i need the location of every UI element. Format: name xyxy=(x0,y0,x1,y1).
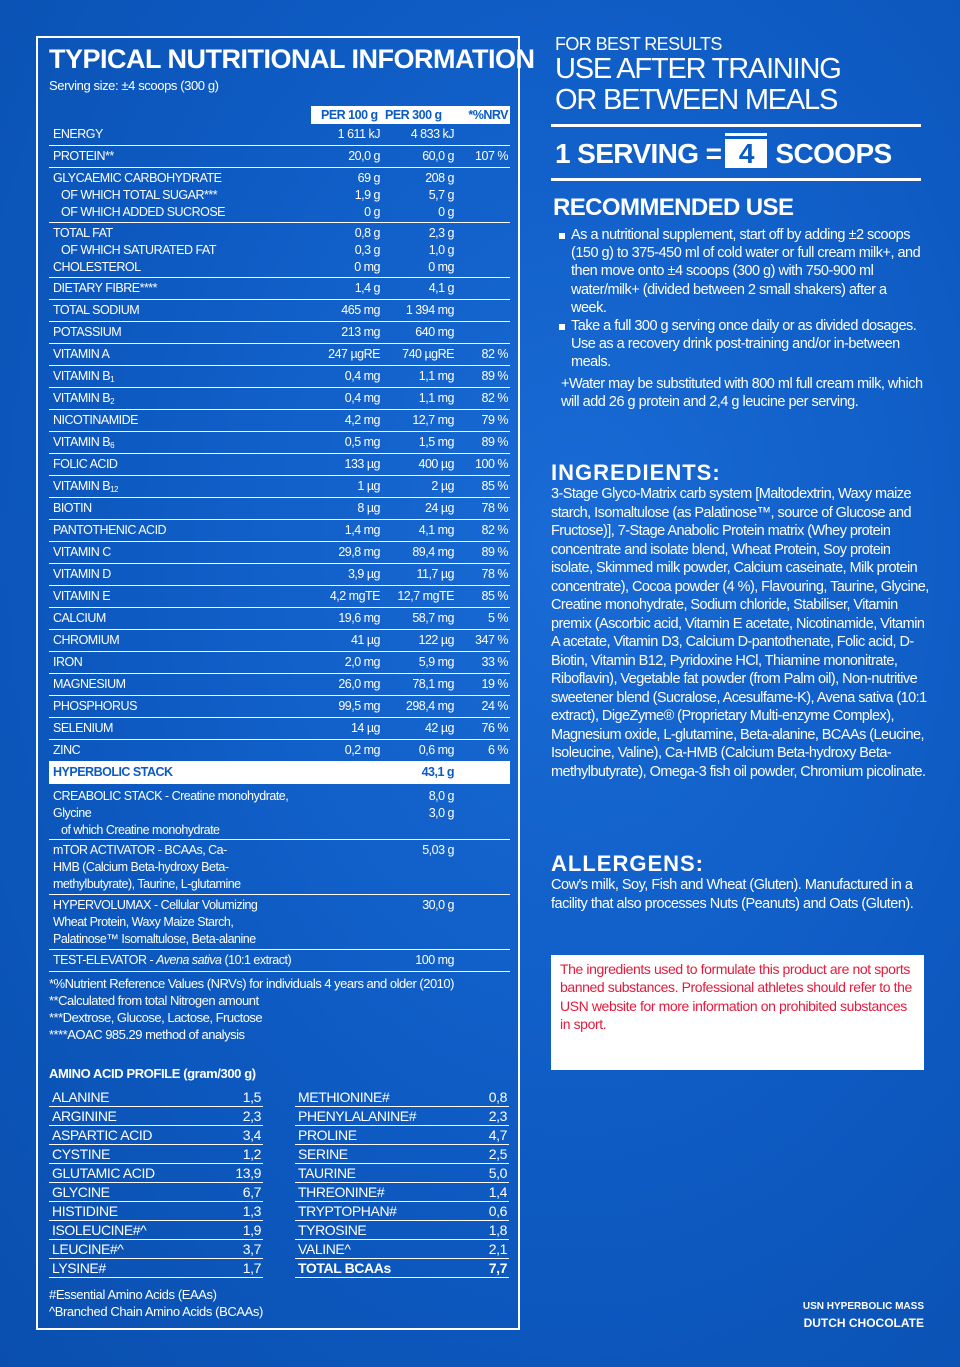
amino-value: 1,3 xyxy=(242,1203,261,1219)
nutrient-name: CALCIUM xyxy=(53,611,106,625)
mtor-line-2: HMB (Calcium Beta-hydroxy Beta- xyxy=(53,860,229,874)
mtor-line-3: methylbutyrate), Taurine, L-glutamine xyxy=(53,877,241,891)
ingredients-text: 3-Stage Glyco-Matrix carb system [Maltodextrin, Waxy maize starch, Isomaltulose (as Palatinose™, source of Glucose and Fructose)], 7-Stage Anabolic Protein matrix (Whey protein concentrate and isolate blend, Wheat Protein, Soy protein isolate, Skimmed milk powder, Calcium caseinate, Milk protein concentrate), Cocoa powder (4 %), Flavouring, Taurine, Glycine, Creatine monohydrate, Sodium chloride, Stabiliser, Vitamin premix (Ascorbic acid, Vitamin E acetate, Nicotinamide, Vitamin A acetate, Vitamin D3, Calcium D-pantothenate, Folic acid, D-Biotin, Vitamin B12, Pyridoxine HCl, Thiamine mononitrate, Riboflavin), Vegetable fat powder (from Palm oil), Non-nutritive sweetener blend (Sucralose, Acesulfame-K), Avena sativa (10:1 extract), DigeZyme® (Proprietary Multi-enzyme Complex), Magnesium oxide, L-glutamine, Beta-alanine, BCAAs (Leucine, Isoleucine, Valine), Ca-HMB (Calcium Beta-hydroxy Beta-methylbutyrate), Omega-3 fish oil powder, Chromium picolinate. xyxy=(551,486,929,780)
nutrient-row xyxy=(49,432,510,454)
nutrient-row xyxy=(49,520,510,542)
amino-value: 2,3 xyxy=(242,1108,261,1124)
nutrient-per100: 0,8 g xyxy=(354,226,380,240)
nutrient-row xyxy=(49,498,510,520)
amino-name: VALINE^ xyxy=(298,1241,351,1257)
nutrient-per100: 0 mg xyxy=(354,260,380,274)
test-elevator-value: 100 mg xyxy=(415,953,454,967)
recommended-use-title: RECOMMENDED USE xyxy=(553,194,794,221)
nutrient-nrv: 85 % xyxy=(481,589,508,603)
nutrient-per300: 0 g xyxy=(438,205,454,219)
creabolic-value-2: 3,0 g xyxy=(428,806,454,820)
mtor-value: 5,03 g xyxy=(422,843,454,857)
nutrient-per100: 1 µg xyxy=(357,479,380,493)
nutrient-name: OF WHICH ADDED SUCROSE xyxy=(61,205,226,219)
nutrient-per100: 133 µg xyxy=(344,457,380,471)
nutrient-per300: 60,0 g xyxy=(422,149,454,163)
header-per300: PER 300 g xyxy=(385,108,442,122)
nutrient-per100: 41 µg xyxy=(350,633,380,647)
nutrient-name: CHOLESTEROL xyxy=(53,260,141,274)
nutrient-per100: 0,4 mg xyxy=(344,391,380,405)
nutrient-name: POTASSIUM xyxy=(53,325,122,339)
nutrient-row xyxy=(49,344,510,366)
amino-name: ARGININE xyxy=(52,1108,117,1124)
nutrient-name: OF WHICH SATURATED FAT xyxy=(61,243,216,257)
nutrition-title: TYPICAL NUTRITIONAL INFORMATION xyxy=(49,44,535,74)
nutrient-per300: 4 833 kJ xyxy=(410,127,454,141)
nutrient-row xyxy=(49,718,510,740)
amino-name: TOTAL BCAAs xyxy=(298,1260,391,1276)
recommendation-text: Take a full 300 g serving once daily or as divided dosages. Use as a recovery drink post-training and/or in-between meals. xyxy=(571,318,917,371)
hyper-line-1: HYPERVOLUMAX - Cellular Volumizing xyxy=(53,898,258,912)
nutrient-nrv: 79 % xyxy=(481,413,508,427)
bullet-icon xyxy=(559,324,565,330)
amino-row xyxy=(295,1183,509,1202)
nutrient-nrv: 78 % xyxy=(481,501,508,515)
nutrient-name: VITAMIN E xyxy=(53,589,111,603)
amino-name: CYSTINE xyxy=(52,1146,110,1162)
nutrient-name: ENERGY xyxy=(53,127,103,141)
amino-row xyxy=(49,1126,263,1145)
nutrient-name: MAGNESIUM xyxy=(53,677,126,691)
nutrient-nrv: 82 % xyxy=(481,347,508,361)
amino-value: 0,8 xyxy=(488,1089,507,1105)
nutrient-nrv: 82 % xyxy=(481,391,508,405)
nutrient-row xyxy=(49,168,510,223)
product-flavour: DUTCH CHOCOLATE xyxy=(803,1316,924,1330)
amino-row xyxy=(49,1164,263,1183)
nutrient-per300: 4,1 mg xyxy=(418,523,454,537)
amino-name: THREONINE# xyxy=(298,1184,385,1200)
nutrient-nrv: 89 % xyxy=(481,435,508,449)
amino-row xyxy=(49,1107,263,1126)
amino-row xyxy=(49,1088,263,1107)
amino-name: LEUCINE#^ xyxy=(52,1241,124,1257)
nutrient-name: VITAMIN $B_2$ xyxy=(53,391,115,406)
use-line-2: OR BETWEEN MEALS xyxy=(555,84,838,116)
nutrient-per300: 4,1 g xyxy=(428,281,454,295)
amino-row xyxy=(295,1240,509,1259)
nutrient-nrv: 6 % xyxy=(487,743,508,757)
amino-value: 13,9 xyxy=(235,1165,261,1181)
amino-value: 6,7 xyxy=(242,1184,261,1200)
nutrient-row xyxy=(49,652,510,674)
stack-total: 43,1 g xyxy=(421,765,454,779)
subscript: 2 xyxy=(110,397,115,406)
nutrition-footnotes xyxy=(49,975,454,1043)
amino-footnotes xyxy=(49,1286,263,1320)
ingredients-title: INGREDIENTS: xyxy=(551,460,721,485)
header-nrv: *%NRV xyxy=(468,108,508,122)
amino-name: ISOLEUCINE#^ xyxy=(52,1222,147,1238)
nutrient-name: VITAMIN D xyxy=(53,567,111,581)
nutrient-per300: 122 µg xyxy=(418,633,454,647)
nutrient-per300: 208 g xyxy=(425,171,454,185)
footnote-sugar: ***Dextrose, Glucose, Lactose, Fructose xyxy=(49,1010,263,1025)
creabolic-line-1: CREABOLIC STACK - Creatine monohydrate, xyxy=(53,789,289,803)
amino-name: ALANINE xyxy=(52,1089,110,1105)
nutrient-row xyxy=(49,300,510,322)
amino-row xyxy=(49,1145,263,1164)
amino-value: 1,4 xyxy=(488,1184,507,1200)
nutrient-per100: 4,2 mg xyxy=(344,413,380,427)
stack-title: HYPERBOLIC STACK xyxy=(53,765,173,779)
product-name: USN HYPERBOLIC MASS xyxy=(802,1301,924,1312)
recommendation-text: As a nutritional supplement, start off by adding ±2 scoops (150 g) to 375-450 ml of cold water or full cream milk+, and then move onto ±4 scoops (300 g) with 750-900 ml water/milk+ (divided between 2 small shakers) after a week. xyxy=(571,227,921,316)
amino-title: AMINO ACID PROFILE (gram/300 g) xyxy=(49,1066,256,1081)
nutrient-row xyxy=(49,608,510,630)
nutrient-per100: 20,0 g xyxy=(348,149,380,163)
divider xyxy=(551,124,921,127)
nutrient-row xyxy=(49,696,510,718)
nutrient-name: ZINC xyxy=(53,743,81,757)
nutrient-per300: 58,7 mg xyxy=(412,611,454,625)
nutrient-nrv: 89 % xyxy=(481,369,508,383)
nutrient-per100: 1,9 g xyxy=(354,188,380,202)
amino-row xyxy=(49,1202,263,1221)
nutrient-per300: 1,1 mg xyxy=(418,369,454,383)
nutrient-per100: 247 µgRE xyxy=(328,347,380,361)
amino-value: 1,9 xyxy=(242,1222,261,1238)
amino-value: 2,1 xyxy=(488,1241,507,1257)
creabolic-value-1: 8,0 g xyxy=(428,789,454,803)
recommended-use-body xyxy=(553,226,925,411)
serving-label: 1 SERVING = xyxy=(555,138,722,169)
amino-row xyxy=(295,1202,509,1221)
nutrient-row xyxy=(49,388,510,410)
nutrient-name: NICOTINAMIDE xyxy=(53,413,138,427)
nutrient-name: PHOSPHORUS xyxy=(53,699,137,713)
nutrient-row xyxy=(49,278,510,300)
nutrient-nrv: 5 % xyxy=(487,611,508,625)
scoop-count-badge: 4 xyxy=(725,136,767,168)
nutrient-per100: 2,0 mg xyxy=(344,655,380,669)
nutrition-table xyxy=(49,106,510,972)
nutrient-name: TOTAL SODIUM xyxy=(53,303,140,317)
best-results-label: FOR BEST RESULTS xyxy=(555,34,722,54)
nutrient-per300: 42 µg xyxy=(424,721,454,735)
subscript: 1 xyxy=(110,375,115,384)
amino-name: SERINE xyxy=(298,1146,348,1162)
nutrient-per100: 19,6 mg xyxy=(338,611,380,625)
amino-row xyxy=(49,1183,263,1202)
stack-row-mtor xyxy=(49,840,510,895)
nutrient-name: DIETARY FIBRE**** xyxy=(53,281,158,295)
amino-name: METHIONINE# xyxy=(298,1089,390,1105)
nutrient-row xyxy=(49,146,510,168)
amino-name: TAURINE xyxy=(298,1165,356,1181)
creabolic-line-2: Glycine xyxy=(53,806,92,820)
serving-size: Serving size: ±4 scoops (300 g) xyxy=(49,78,219,93)
nutrient-name: VITAMIN $B_{12}$ xyxy=(53,479,118,494)
amino-name: PHENYLALANINE# xyxy=(298,1108,417,1124)
test-elevator-label: TEST-ELEVATOR - Avena sativa (10:1 extract) xyxy=(53,953,292,967)
nutrient-per300: 298,4 mg xyxy=(405,699,454,713)
subscript: 12 xyxy=(110,485,118,494)
nutrient-row xyxy=(49,674,510,696)
nutrient-nrv: 82 % xyxy=(481,523,508,537)
mtor-line-1: mTOR ACTIVATOR - BCAAs, Ca- xyxy=(53,843,227,857)
nutrient-per300: 24 µg xyxy=(424,501,454,515)
nutrient-name: IRON xyxy=(53,655,83,669)
nutrient-per100: 0,4 mg xyxy=(344,369,380,383)
nutrient-name: GLYCAEMIC CARBOHYDRATE xyxy=(53,171,222,185)
nutrition-panel xyxy=(36,36,535,1330)
amino-row xyxy=(49,1221,263,1240)
amino-row xyxy=(295,1107,509,1126)
hyper-line-3: Palatinose™ Isomaltulose, Beta-alanine xyxy=(53,932,256,946)
recommendation-item xyxy=(555,226,925,317)
amino-value: 5,0 xyxy=(488,1165,507,1181)
nutrient-per300: 12,7 mg xyxy=(412,413,454,427)
nutrient-nrv: 24 % xyxy=(481,699,508,713)
amino-value: 4,7 xyxy=(488,1127,507,1143)
amino-value: 1,2 xyxy=(242,1146,261,1162)
nutrient-row xyxy=(49,630,510,652)
nutrient-name: VITAMIN C xyxy=(53,545,111,559)
nutrient-per100: 1,4 g xyxy=(354,281,380,295)
nutrient-name: OF WHICH TOTAL SUGAR*** xyxy=(61,188,218,202)
amino-row xyxy=(295,1259,509,1278)
nutrient-per100: 8 µg xyxy=(357,501,380,515)
nutrient-name: VITAMIN A xyxy=(53,347,110,361)
nutrient-per300: 1,0 g xyxy=(428,243,454,257)
nutrient-per100: 14 µg xyxy=(350,721,380,735)
nutrient-name: CHROMIUM xyxy=(53,633,120,647)
nutrient-per100: 4,2 mgTE xyxy=(329,589,380,603)
amino-name: TRYPTOPHAN# xyxy=(298,1203,397,1219)
nutrient-nrv: 76 % xyxy=(481,721,508,735)
product-brand xyxy=(803,1300,924,1332)
stack-header-row xyxy=(49,762,510,784)
creabolic-line-3: of which Creatine monohydrate xyxy=(61,823,220,837)
nutrient-per300: 740 µgRE xyxy=(402,347,454,361)
nutrient-name: PROTEIN** xyxy=(53,149,114,163)
nutrient-per300: 2 µg xyxy=(431,479,454,493)
nutrient-per100: 1,4 mg xyxy=(344,523,380,537)
nutrient-name: SELENIUM xyxy=(53,721,113,735)
nutrient-per100: 1 611 kJ xyxy=(337,127,380,141)
amino-value: 1,5 xyxy=(242,1089,261,1105)
nutrient-per300: 11,7 µg xyxy=(416,567,454,581)
stack-row-hypervolumax xyxy=(49,895,510,950)
amino-value: 2,5 xyxy=(488,1146,507,1162)
nutrient-per100: 29,8 mg xyxy=(338,545,380,559)
bullet-icon xyxy=(559,233,565,239)
nutrient-nrv: 107 % xyxy=(475,149,508,163)
nutrient-per100: 26,0 mg xyxy=(338,677,380,691)
allergens-title: ALLERGENS: xyxy=(551,851,704,876)
nutrient-name: BIOTIN xyxy=(53,501,92,515)
amino-row xyxy=(295,1164,509,1183)
nutrient-name: FOLIC ACID xyxy=(53,457,118,471)
nutrient-row xyxy=(49,740,510,762)
amino-name: PROLINE xyxy=(298,1127,357,1143)
nutrient-name: PANTOTHENIC ACID xyxy=(53,523,167,537)
nutrient-per100: 465 mg xyxy=(341,303,380,317)
nutrient-row xyxy=(49,322,510,344)
header-per100: PER 100 g xyxy=(321,108,378,122)
nutrient-per100: 99,5 mg xyxy=(338,699,380,713)
amino-table-left xyxy=(49,1088,263,1278)
nutrient-row xyxy=(49,454,510,476)
nutrient-per100: 0,2 mg xyxy=(344,743,380,757)
amino-name: GLYCINE xyxy=(52,1184,110,1200)
nutrient-row xyxy=(49,223,510,278)
subscript: 6 xyxy=(110,441,115,450)
use-line-1: USE AFTER TRAINING xyxy=(555,53,841,85)
hyper-line-2: Wheat Protein, Waxy Maize Starch, xyxy=(53,915,234,929)
nutrient-nrv: 85 % xyxy=(481,479,508,493)
nutrient-per300: 0 mg xyxy=(428,260,454,274)
nutrient-nrv: 33 % xyxy=(481,655,508,669)
amino-row xyxy=(49,1240,263,1259)
footnote-fibre: ****AOAC 985.29 method of analysis xyxy=(49,1027,245,1042)
stack-row-test-elevator xyxy=(49,950,510,972)
nutrient-per300: 0,6 mg xyxy=(418,743,454,757)
amino-value: 3,7 xyxy=(242,1241,261,1257)
scoops-label: SCOOPS xyxy=(775,138,892,169)
footnote-eaa: #Essential Amino Acids (EAAs) xyxy=(49,1287,217,1302)
footnote-protein: **Calculated from total Nitrogen amount xyxy=(49,993,259,1008)
use-heading xyxy=(555,54,841,116)
nutrient-nrv: 347 % xyxy=(475,633,508,647)
amino-row xyxy=(295,1126,509,1145)
nutrient-nrv: 100 % xyxy=(475,457,508,471)
footnote-nrv: *%Nutrient Reference Values (NRVs) for individuals 4 years and older (2010) xyxy=(49,976,454,991)
amino-value: 1,8 xyxy=(488,1222,507,1238)
amino-name: HISTIDINE xyxy=(52,1203,118,1219)
hyper-value: 30,0 g xyxy=(422,898,454,912)
nutrient-per300: 2,3 g xyxy=(428,226,454,240)
nutrient-per300: 5,9 mg xyxy=(418,655,454,669)
nutrient-per300: 640 mg xyxy=(415,325,454,339)
nutrient-nrv: 89 % xyxy=(481,545,508,559)
nutrient-rows xyxy=(49,124,510,762)
nutrient-per100: 0,3 g xyxy=(354,243,380,257)
hyperbolic-stack xyxy=(49,762,510,972)
nutrition-table-header xyxy=(311,106,510,124)
amino-value: 3,4 xyxy=(242,1127,261,1143)
nutrient-row xyxy=(49,542,510,564)
divider xyxy=(551,178,921,181)
nutrient-per300: 1 394 mg xyxy=(405,303,454,317)
amino-value: 7,7 xyxy=(488,1260,507,1276)
nutrient-row xyxy=(49,564,510,586)
nutrient-per300: 5,7 g xyxy=(428,188,454,202)
amino-row xyxy=(295,1145,509,1164)
nutrient-name: VITAMIN $B_6$ xyxy=(53,435,115,450)
nutrient-row xyxy=(49,476,510,498)
amino-name: ASPARTIC ACID xyxy=(52,1127,153,1143)
nutrient-per100: 0 g xyxy=(364,205,380,219)
milk-note: +Water may be substituted with 800 ml full cream milk, which will add 26 g protein and 2,4 g leucine per serving. xyxy=(561,375,923,410)
amino-value: 2,3 xyxy=(488,1108,507,1124)
nutrient-name: TOTAL FAT xyxy=(53,226,113,240)
banned-substances-notice: The ingredients used to formulate this product are not sports banned substances. Professional athletes should refer to the USN website for more information on prohibited substances in sport. xyxy=(551,955,924,1070)
nutrient-per300: 400 µg xyxy=(418,457,454,471)
amino-value: 1,7 xyxy=(242,1260,261,1276)
nutrient-per100: 0,5 mg xyxy=(344,435,380,449)
stack-row-creabolic xyxy=(49,784,510,840)
amino-name: GLUTAMIC ACID xyxy=(52,1165,155,1181)
amino-value: 0,6 xyxy=(488,1203,507,1219)
nutrient-per300: 1,5 mg xyxy=(418,435,454,449)
nutrient-row xyxy=(49,124,510,146)
nutrient-row xyxy=(49,586,510,608)
nutrient-per300: 89,4 mg xyxy=(412,545,454,559)
nutrient-per100: 213 mg xyxy=(341,325,380,339)
nutrient-nrv: 78 % xyxy=(481,567,508,581)
footnote-bcaa: ^Branched Chain Amino Acids (BCAAs) xyxy=(49,1304,263,1319)
nutrient-nrv: 19 % xyxy=(481,677,508,691)
nutrient-row xyxy=(49,410,510,432)
nutrient-per300: 78,1 mg xyxy=(412,677,454,691)
allergens-text: Cow's milk, Soy, Fish and Wheat (Gluten). Manufactured in a facility that also processes Nuts (Peanuts) and Oats (Gluten). xyxy=(551,877,914,912)
amino-row xyxy=(295,1221,509,1240)
serving-scoops xyxy=(555,136,892,170)
nutrient-per300: 1,1 mg xyxy=(418,391,454,405)
nutrient-row xyxy=(49,366,510,388)
nutrient-per300: 12,7 mgTE xyxy=(397,589,454,603)
nutrient-name: VITAMIN $B_1$ xyxy=(53,369,115,384)
amino-table-right xyxy=(295,1088,509,1278)
amino-name: LYSINE# xyxy=(52,1260,106,1276)
amino-row xyxy=(295,1088,509,1107)
nutrient-per100: 69 g xyxy=(357,171,380,185)
amino-row xyxy=(49,1259,263,1278)
amino-name: TYROSINE xyxy=(298,1222,367,1238)
recommendation-item xyxy=(555,317,925,372)
nutrient-per100: 3,9 µg xyxy=(347,567,380,581)
